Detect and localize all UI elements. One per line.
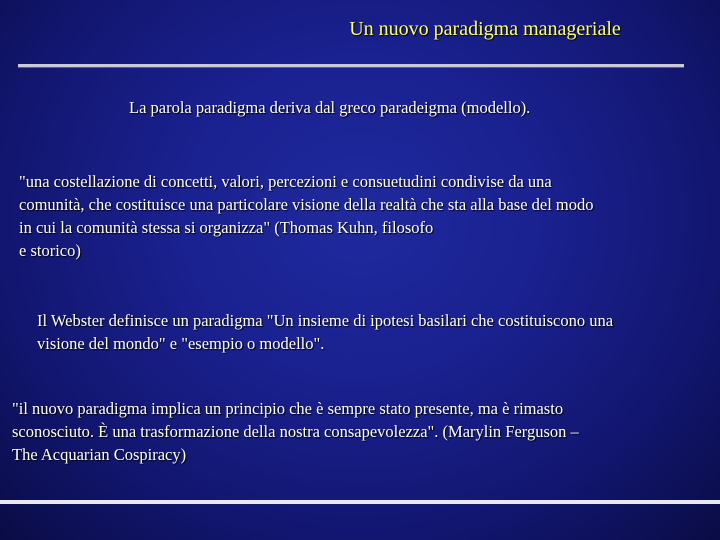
text-line: in cui la comunità stessa si organizza" (Thomas Kuhn, filosofo bbox=[19, 218, 434, 237]
paragraph-webster-definition bbox=[37, 309, 613, 355]
text-line: comunità, che costituisce una particolare visione della realtà che sta alla base del modo bbox=[19, 195, 594, 214]
paragraph-etymology: La parola paradigma deriva dal greco paradeigma (modello). bbox=[129, 98, 531, 117]
paragraph-ferguson-quote bbox=[12, 397, 579, 466]
text-line: sconosciuto. È una trasformazione della nostra consapevolezza". (Marylin Ferguson – bbox=[12, 422, 579, 441]
text-line: Il Webster definisce un paradigma "Un insieme di ipotesi basilari che costituiscono una bbox=[37, 311, 614, 330]
bottom-divider bbox=[0, 500, 720, 504]
text-line: "il nuovo paradigma implica un principio che è sempre stato presente, ma è rimasto bbox=[12, 399, 564, 418]
slide-title: Un nuovo paradigma manageriale bbox=[349, 18, 621, 40]
text-line: visione del mondo" e "esempio o modello". bbox=[37, 334, 325, 353]
text-line: "una costellazione di concetti, valori, percezioni e consuetudini condivise da una bbox=[19, 172, 552, 191]
text-line: The Acquarian Cospiracy) bbox=[12, 445, 187, 464]
text-line: e storico) bbox=[19, 241, 81, 260]
paragraph-kuhn-quote bbox=[19, 170, 594, 262]
title-divider bbox=[18, 64, 684, 67]
